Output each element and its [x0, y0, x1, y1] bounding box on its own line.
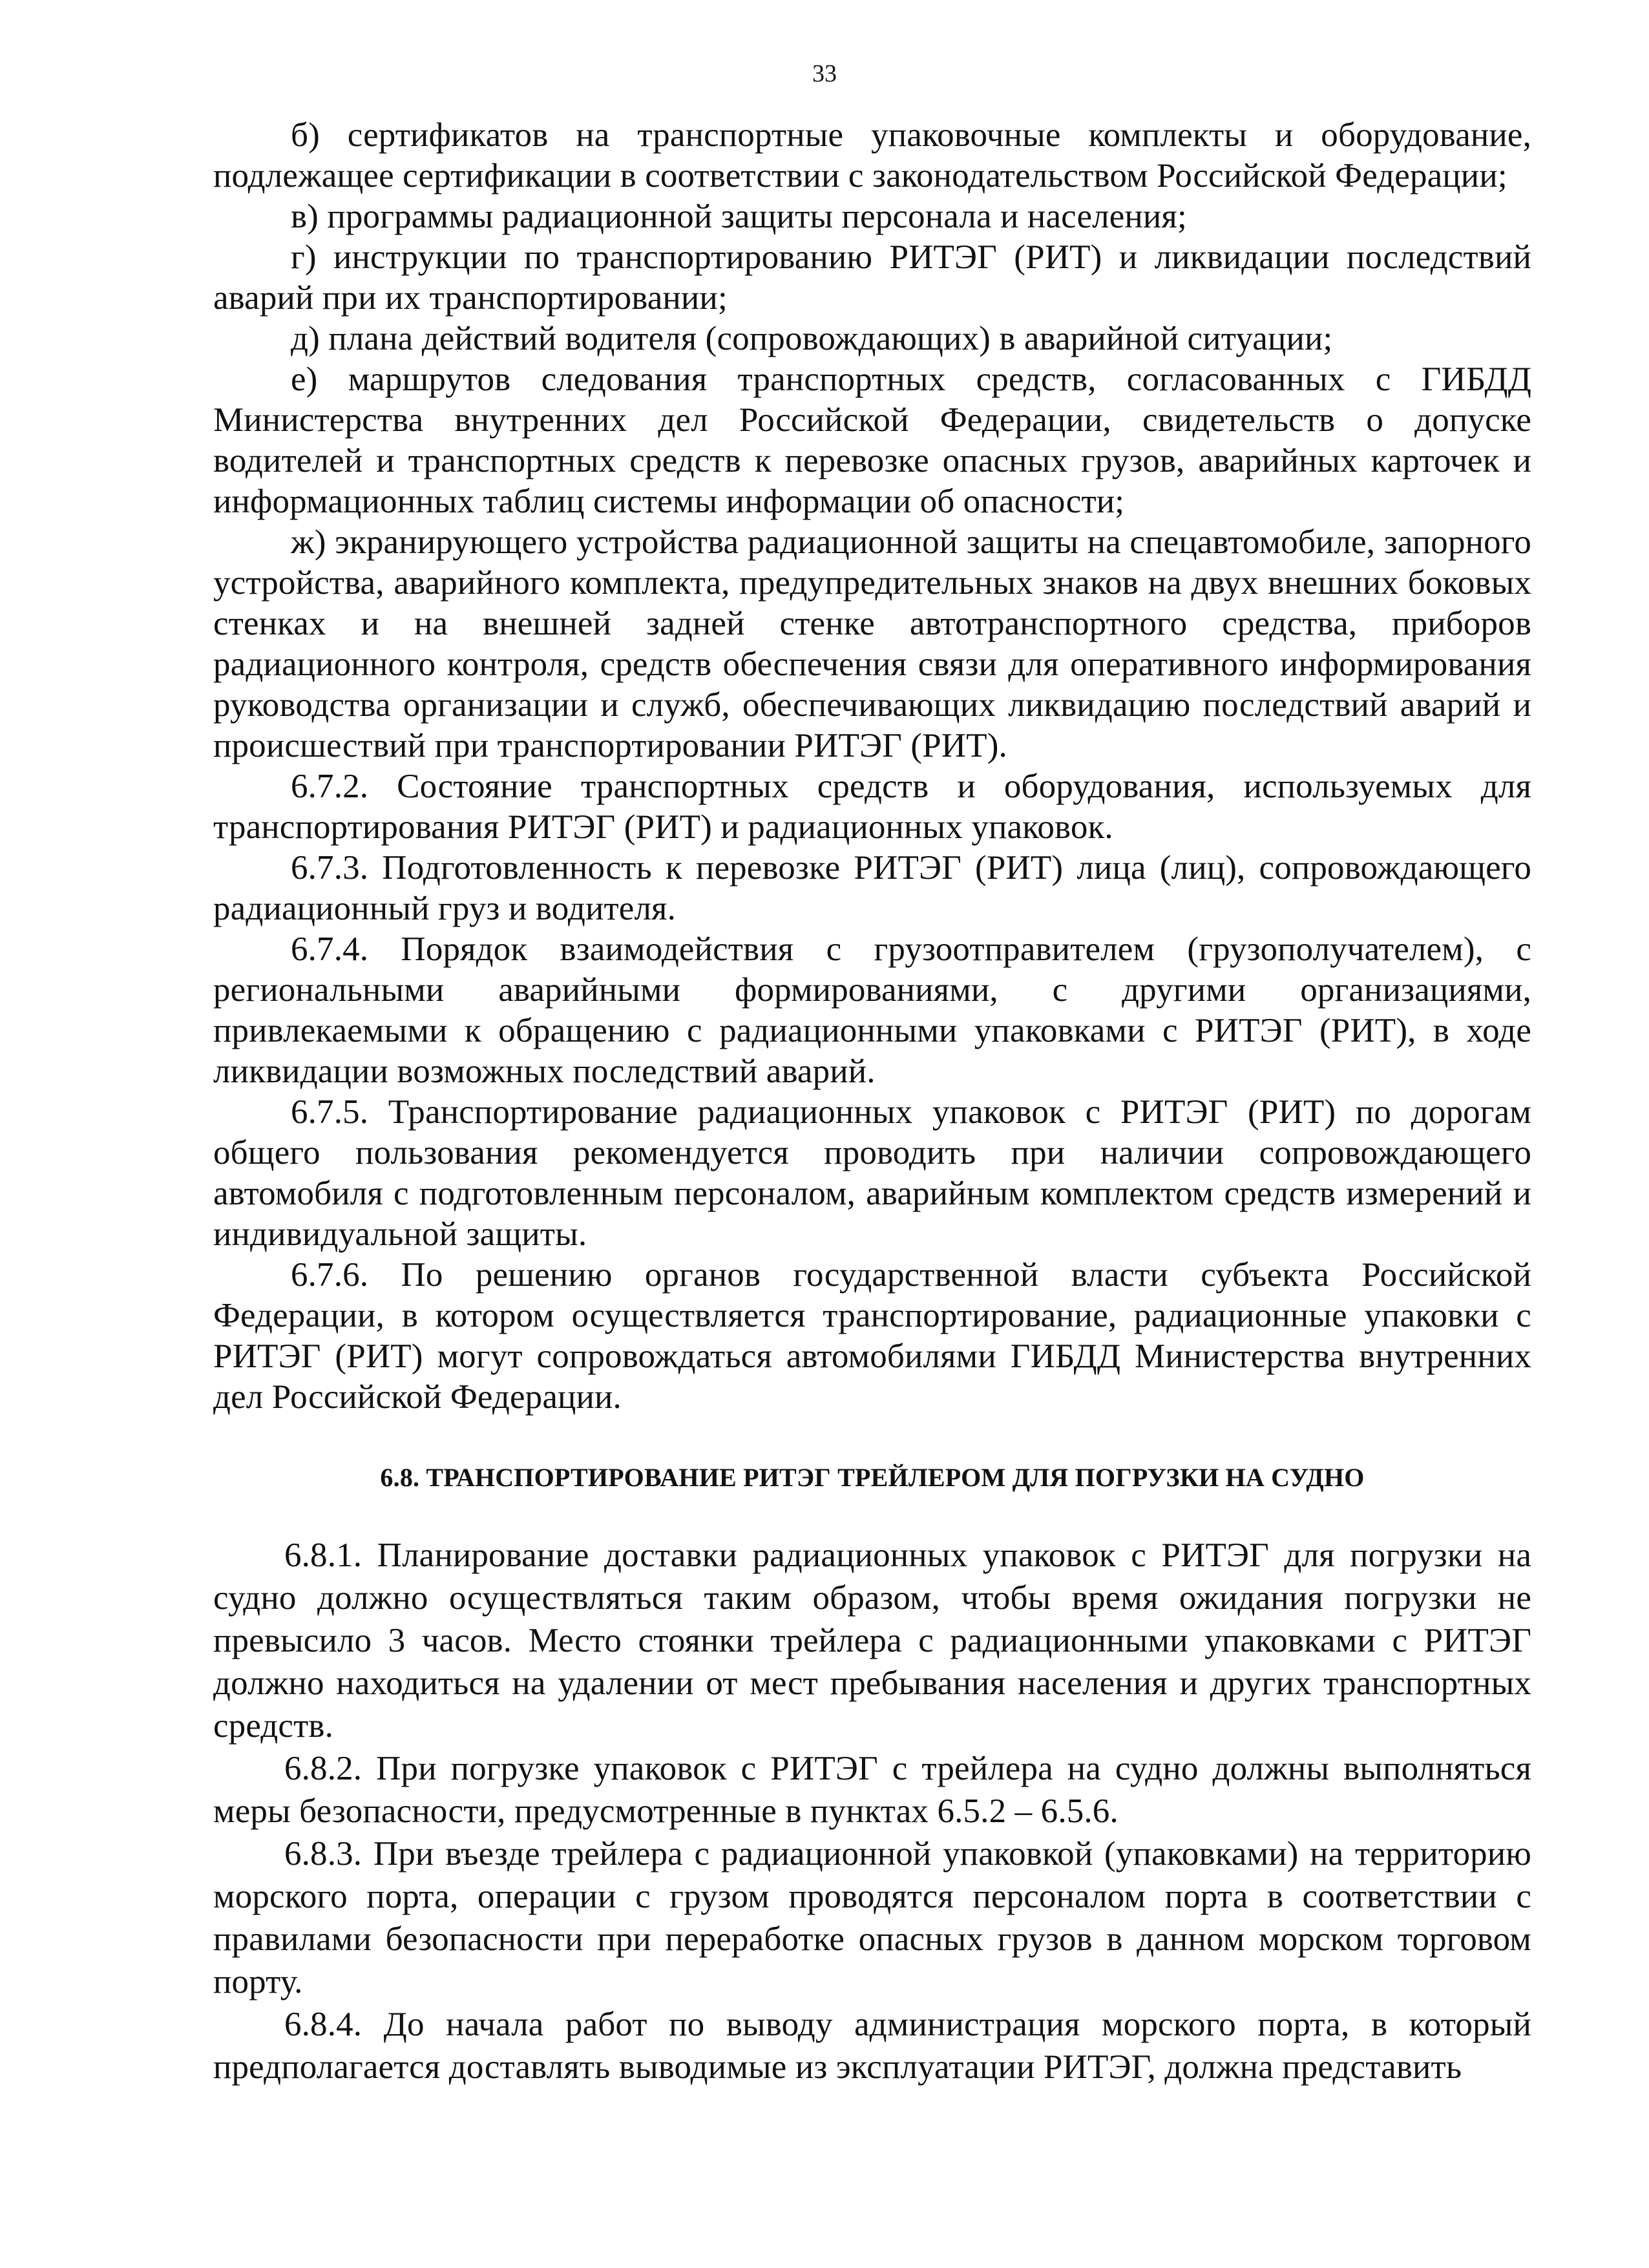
paragraph-6-7-5: 6.7.5. Транспортирование радиационных упаковок с РИТЭГ (РИТ) по дорогам общего пользования рекомендуется проводить при наличии сопровождающего автомобиля с подготовленным персоналом, аварийным комплектом средств измерений и индивидуальной защиты.	[213, 1093, 1531, 1253]
paragraph-v-radiation-program: в) программы радиационной защиты персонала и населения;	[291, 198, 1187, 235]
paragraph-6-8-2: 6.8.2. При погрузке упаковок с РИТЭГ с трейлера на судно должны выполняться меры безопасности, предусмотренные в пунктах 6.5.2 – 6.5.6.	[213, 1750, 1531, 1830]
paragraph-d-driver-plan: д) плана действий водителя (сопровождающих) в аварийной ситуации;	[291, 320, 1333, 357]
section-6-8-heading: 6.8. ТРАНСПОРТИРОВАНИЕ РИТЭГ ТРЕЙЛЕРОМ ДЛЯ ПОГРУЗКИ НА СУДНО	[380, 1463, 1365, 1492]
section-6-8	[213, 1534, 1531, 2088]
paragraph-e-routes: е) маршрутов следования транспортных средств, согласованных с ГИБДД Министерства внутренних дел Российской Федерации, свидетельств о допуске водителей и транспортных средств к перевозке опасных грузов, аварийных карточек и информационных таблиц системы информации об опасности;	[213, 361, 1531, 520]
paragraph-6-8-4: 6.8.4. До начала работ по выводу администрация морского порта, в который предполагается доставлять выводимые из эксплуатации РИТЭГ, должна представить	[213, 2006, 1531, 2086]
paragraph-6-7-3: 6.7.3. Подготовленность к перевозке РИТЭГ (РИТ) лица (лиц), сопровождающего радиационный груз и водителя.	[213, 849, 1531, 927]
document-body	[213, 115, 1531, 2088]
paragraph-6-8-3: 6.8.3. При въезде трейлера с радиационной упаковкой (упаковками) на территорию морского порта, операции с грузом проводятся персоналом порта в соответствии с правилами безопасности при переработке опасных грузов в данном морском торговом порту.	[213, 1835, 1531, 2000]
page-number: 33	[812, 60, 837, 87]
paragraph-6-7-6: 6.7.6. По решению органов государственной власти субъекта Российской Федерации, в котором осуществляется транспортирование, радиационные упаковки с РИТЭГ (РИТ) могут сопровождаться автомобилями ГИБДД Министерства внутренних дел Российской Федерации.	[213, 1256, 1531, 1416]
paragraph-6-7-2: 6.7.2. Состояние транспортных средств и оборудования, используемых для транспортирования РИТЭГ (РИТ) и радиационных упаковок.	[213, 768, 1531, 846]
paragraph-zh-shielding: ж) экранирующего устройства радиационной защиты на спецавтомобиле, запорного устройства, аварийного комплекта, предупредительных знаков на двух внешних боковых стенках и на внешней задней стенке автотранспортного средства, приборов радиационного контроля, средств обеспечения связи для оперативного информирования руководства организации и служб, обеспечивающих ликвидацию последствий аварий и происшествий при транспортировании РИТЭГ (РИТ).	[213, 523, 1531, 764]
paragraph-b-certificates: б) сертификатов на транспортные упаковочные комплекты и оборудование, подлежащее сертификации в соответствии с законодательством Российской Федерации;	[213, 116, 1531, 194]
section-6-7-continued	[213, 115, 1531, 1418]
paragraph-g-instructions: г) инструкции по транспортированию РИТЭГ (РИТ) и ликвидации последствий аварий при их транспортировании;	[213, 238, 1531, 317]
paragraph-6-8-1: 6.8.1. Планирование доставки радиационных упаковок с РИТЭГ для погрузки на судно должно осуществляться таким образом, чтобы время ожидания погрузки не превысило 3 часов. Место стоянки трейлера с радиационными упаковками с РИТЭГ должно находиться на удалении от мест пребывания населения и других транспортных средств.	[213, 1537, 1531, 1745]
paragraph-6-7-4: 6.7.4. Порядок взаимодействия с грузоотправителем (грузополучателем), с региональными аварийными формированиями, с другими организациями, привлекаемыми к обращению с радиационными упаковками с РИТЭГ (РИТ), в ходе ликвидации возможных последствий аварий.	[213, 930, 1531, 1090]
